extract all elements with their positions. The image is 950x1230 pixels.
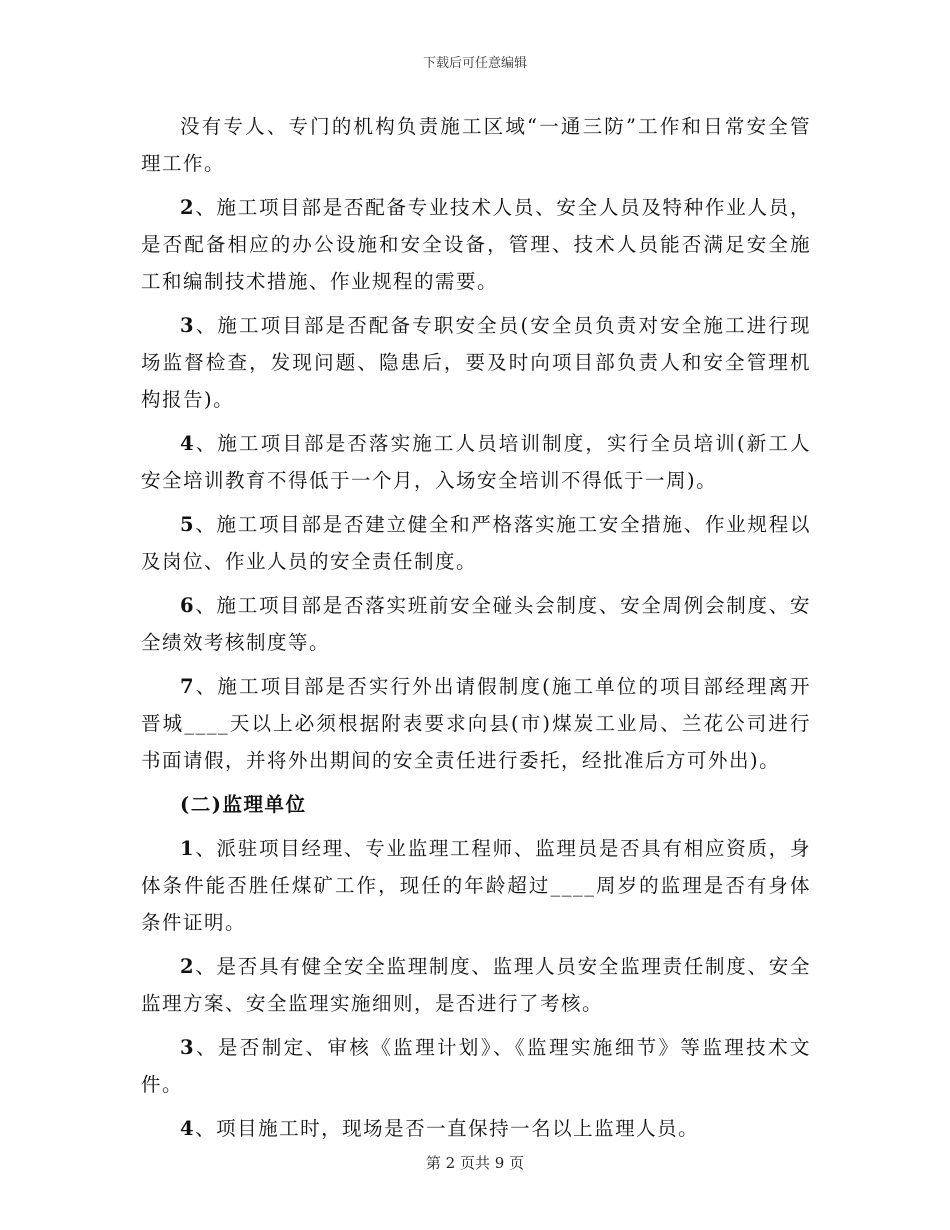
paragraph	[141, 307, 811, 418]
paragraph-text: 、施工项目部是否实行外出请假制度(施工单位的项目部经理离开晋城____天以上必须根据附表要求向县(市)煤炭工业局、兰花公司进行书面请假，并将外出期间的安全责任进行委托，经批准后方可外出)。	[141, 675, 811, 772]
paragraph	[141, 506, 811, 580]
page-footer: 第 2 页共 9 页	[425, 1154, 525, 1172]
page-header: 下载后可任意编辑	[422, 56, 527, 71]
paragraph-number: 4	[180, 1117, 196, 1140]
paragraph-number: 3	[180, 1036, 196, 1059]
paragraph	[141, 189, 811, 300]
paragraph-text: 、派驻项目经理、专业监理工程师、监理员是否具有相应资质，身体条件能否胜任煤矿工作，现任的年龄超过____周岁的监理是否有身体条件证明。	[141, 837, 811, 934]
section-title: (二)监理单位	[180, 793, 307, 816]
paragraph	[141, 587, 811, 661]
paragraph	[141, 668, 811, 779]
paragraph-number: 5	[180, 513, 196, 536]
paragraph	[141, 830, 811, 941]
paragraph-text: 、施工项目部是否落实施工人员培训制度，实行全员培训(新工人安全培训教育不得低于一个月，入场安全培训不得低于一周)。	[141, 432, 811, 492]
paragraph-number: 3	[180, 314, 196, 337]
paragraph-number: 2	[180, 196, 196, 219]
paragraph	[141, 948, 811, 1022]
paragraph-text: 、是否制定、审核《监理计划》、《监理实施细节》等监理技术文件。	[141, 1036, 811, 1096]
paragraph-text: 、施工项目部是否配备专业技术人员、安全人员及特种作业人员，是否配备相应的办公设施和安全设备，管理、技术人员能否满足安全施工和编制技术措施、作业规程的需要。	[141, 196, 811, 293]
paragraph-number: 6	[180, 594, 196, 617]
paragraph-text: 没有专人、专门的机构负责施工区域“一通三防”工作和日常安全管理工作。	[141, 115, 811, 175]
paragraph	[141, 108, 811, 182]
paragraph-number: 7	[180, 675, 196, 698]
paragraph-text: 、施工项目部是否落实班前安全碰头会制度、安全周例会制度、安全绩效考核制度等。	[141, 594, 811, 654]
paragraph-number: 1	[180, 837, 196, 860]
paragraph	[141, 1110, 811, 1147]
paragraph	[141, 425, 811, 499]
document-body	[141, 108, 811, 1154]
paragraph-text: 、施工项目部是否建立健全和严格落实施工安全措施、作业规程以及岗位、作业人员的安全责任制度。	[141, 513, 811, 573]
paragraph-text: 、施工项目部是否配备专职安全员(安全员负责对安全施工进行现场监督检查，发现问题、隐患后，要及时向项目部负责人和安全管理机构报告)。	[141, 314, 811, 411]
paragraph-number: 4	[180, 432, 196, 455]
paragraph-text: 、项目施工时，现场是否一直保持一名以上监理人员。	[195, 1117, 700, 1140]
paragraph-number: 2	[180, 955, 196, 978]
paragraph	[141, 1029, 811, 1103]
paragraph-text: 、是否具有健全安全监理制度、监理人员安全监理责任制度、安全监理方案、安全监理实施细则，是否进行了考核。	[141, 955, 811, 1015]
